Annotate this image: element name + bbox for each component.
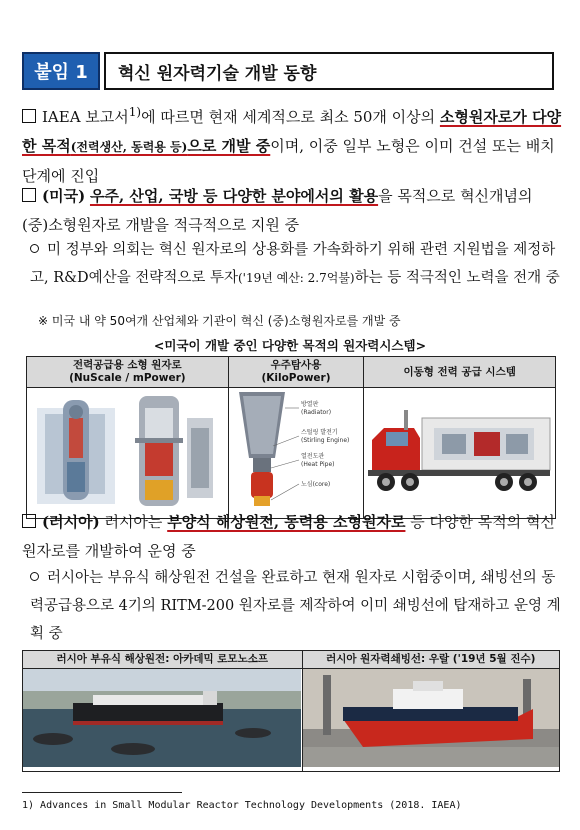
checkbox-bullet-icon — [22, 109, 36, 123]
fig2-header-icebreaker: 러시아 원자력쇄빙선: 우랄 ('19년 5월 진수) — [302, 651, 560, 669]
country-label-russia: (러시아) — [42, 513, 100, 531]
p3-sub-text: 러시아는 부유식 해상원전 건설을 완료하고 현재 원자로 시험중이며, 쇄빙선의 동력공급용으로 4기의 RITM-200 원자로를 제작하여 이미 쇄빙선에 탑재하고 운영 계획 중 — [30, 570, 561, 642]
kp-label-5: (Heat Pipe) — [300, 461, 335, 468]
paragraph-usa — [22, 182, 562, 240]
fig1-col1-line1: 전력공급용 소형 원자로 — [72, 359, 182, 371]
fig2-cell-icebreaker — [302, 669, 560, 772]
figure-table-russia — [22, 650, 560, 772]
attachment-tag: 붙임 1 — [22, 52, 100, 90]
section-header — [22, 52, 554, 90]
kp-label-6: 노심(core) — [300, 481, 330, 488]
p3-highlight: 부양식 해상원전, 동력용 소형원자로 — [167, 513, 406, 531]
circle-bullet-icon — [30, 244, 39, 253]
kp-label-2: 스털링 발전기 — [300, 429, 338, 436]
fig1-header-smr — [27, 357, 229, 388]
p1-text-b: 에 따르면 현재 세계적으로 최소 50개 이상의 — [141, 108, 440, 126]
p2-sub-text-c: 하는 등 적극적인 노력을 전개 중 — [354, 270, 560, 286]
p1-text-a: IAEA 보고서 — [42, 108, 129, 126]
fig1-col2-line1: 우주탐사용 — [270, 359, 322, 371]
footnote: 1) Advances in Small Modular Reactor Technology Developments (2018. IAEA) — [22, 800, 462, 811]
p2-text: 을 목적으로 혁신개념의 (중)소형원자로 개발을 적극적으로 지원 중 — [22, 187, 533, 234]
kp-label-0: 방열판 — [300, 401, 319, 408]
p3-text-a: 러시아는 — [104, 513, 168, 531]
kp-label-3: (Stirling Engine) — [300, 437, 350, 444]
p3-text-b: 등 다양한 목적의 혁신 원자로를 개발하여 운영 중 — [22, 513, 555, 560]
country-label-usa: (미국) — [42, 187, 86, 205]
fig1-cell-kilopower — [228, 388, 364, 519]
p1-highlight-a: 소형원자로가 다양한 목적 — [22, 108, 562, 155]
mobile-truck-illustration — [364, 388, 554, 514]
paragraph-iaea — [22, 98, 562, 191]
note-usa: ※ 미국 내 약 50여개 산업체와 기관이 혁신 (중)소형원자로를 개발 중 — [38, 314, 401, 328]
smr-reactor-illustration — [27, 388, 227, 514]
fig1-col1-line2: (NuScale / mPower) — [69, 372, 186, 384]
p1-highlight-b: (전력생산, 동력용 등) — [70, 140, 188, 154]
icebreaker-photo — [303, 669, 559, 767]
footnote-divider — [22, 792, 182, 793]
p1-text-c: 이며, 이중 일부 노형은 이미 건설 또는 배치 단계에 진입 — [22, 137, 555, 185]
sub-bullet-usa — [30, 236, 562, 292]
fig1-cell-smr — [27, 388, 229, 519]
footnote-ref: 1) — [128, 105, 142, 119]
figure-caption-usa: <미국이 개발 중인 다양한 목적의 원자력시스템> — [153, 338, 427, 353]
page-title: 혁신 원자력기술 개발 동향 — [104, 52, 554, 90]
figure-table-usa — [26, 356, 556, 519]
p2-highlight: 우주, 산업, 국방 등 다양한 분야에서의 활용 — [89, 187, 379, 205]
p2-sub-text-b: ('19년 예산: 2.7억불) — [237, 271, 355, 285]
fig2-cell-floating — [23, 669, 303, 772]
paragraph-russia — [22, 508, 562, 566]
checkbox-bullet-icon — [22, 188, 36, 202]
fig1-col2-line2: (KiloPower) — [261, 372, 331, 384]
floating-plant-photo — [23, 669, 301, 767]
fig2-header-floating: 러시아 부유식 해상원전: 아카데믹 로모노소프 — [23, 651, 303, 669]
kp-label-1: (Radiator) — [300, 409, 331, 416]
p1-highlight-c: 으로 개발 중 — [187, 137, 271, 155]
sub-bullet-russia — [30, 564, 562, 648]
fig1-header-kilopower — [228, 357, 364, 388]
circle-bullet-icon — [30, 572, 39, 581]
kilopower-illustration — [229, 388, 363, 514]
fig1-header-mobile: 이동형 전력 공급 시스템 — [364, 357, 556, 388]
p2-sub-text-a: 미 정부와 의회는 혁신 원자로의 상용화를 가속화하기 위해 관련 지원법을 제정하고, R&D예산을 전략적으로 투자 — [30, 242, 556, 286]
checkbox-bullet-icon — [22, 514, 36, 528]
kp-label-4: 열전도관 — [300, 453, 324, 460]
fig1-cell-mobile — [364, 388, 556, 519]
